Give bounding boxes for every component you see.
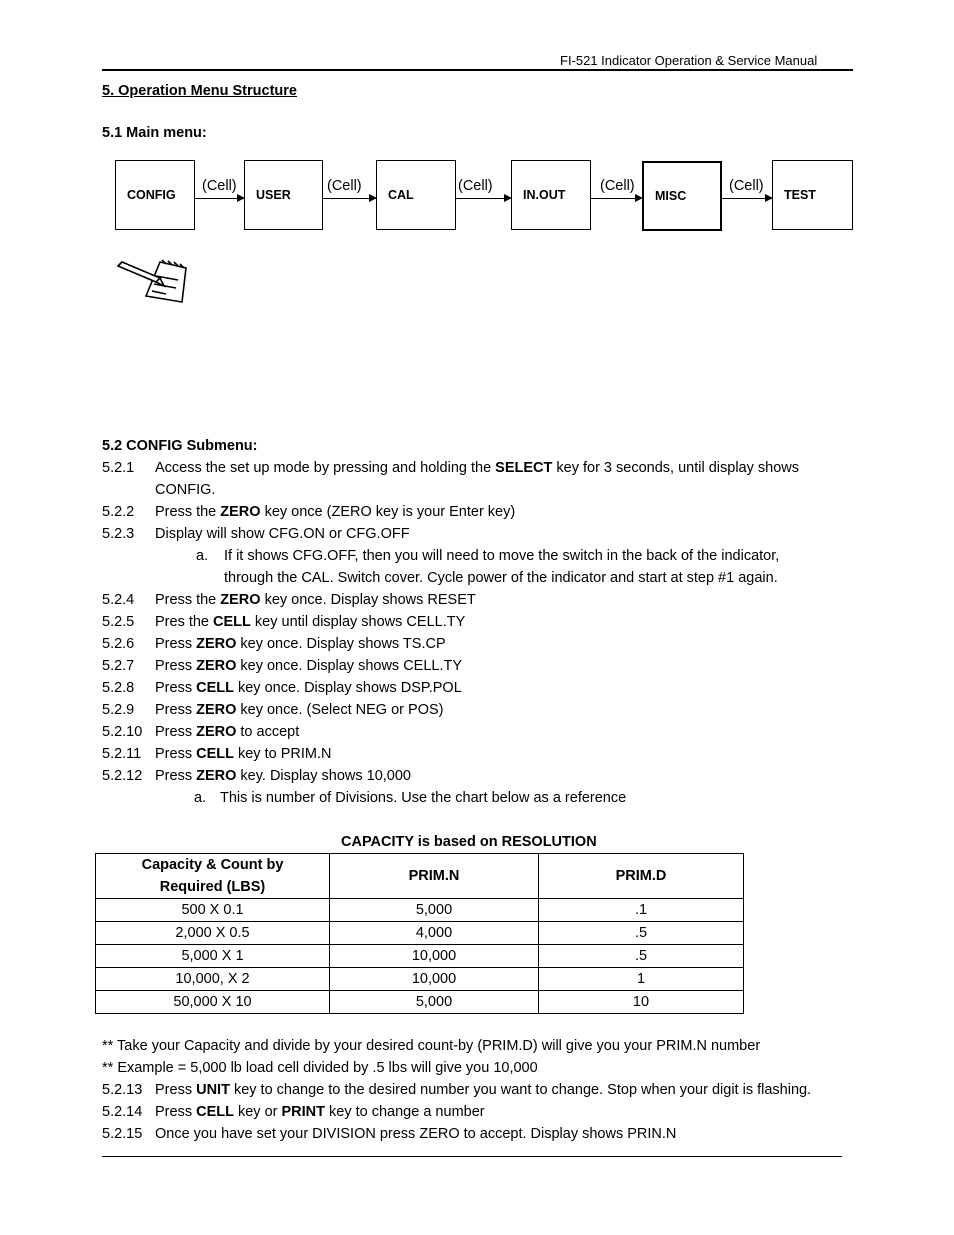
sub-item-text: through the CAL. Switch cover. Cycle power of the indicator and start at step #1 again. xyxy=(224,570,778,586)
arrow-label: (Cell) xyxy=(202,178,237,194)
arrow-label: (Cell) xyxy=(600,178,635,194)
table-row xyxy=(96,899,744,922)
sub-item-text: This is number of Divisions. Use the chart below as a reference xyxy=(220,790,627,806)
table-row xyxy=(96,968,744,991)
arrow-label: (Cell) xyxy=(729,178,764,194)
menu-box-misc: MISC xyxy=(642,161,722,231)
table-cell: 10 xyxy=(539,991,744,1014)
table-caption: CAPACITY is based on RESOLUTION xyxy=(341,834,597,850)
table-row xyxy=(96,922,744,945)
header-rule xyxy=(102,69,853,71)
section-5-2-title: 5.2 CONFIG Submenu: xyxy=(102,438,258,454)
table-cell: .1 xyxy=(539,899,744,922)
flow-arrow xyxy=(323,198,376,199)
note-text: ** Example = 5,000 lb load cell divided by .5 lbs will give you 10,000 xyxy=(102,1060,538,1076)
table-cell: .5 xyxy=(539,945,744,968)
sub-item-text: If it shows CFG.OFF, then you will need to move the switch in the back of the indicator, xyxy=(224,548,780,564)
flow-arrow xyxy=(456,198,511,199)
table-row xyxy=(96,991,744,1014)
footer-rule xyxy=(102,1156,842,1157)
table-header-row xyxy=(96,854,744,899)
arrow-label: (Cell) xyxy=(327,178,362,194)
note-pad-icon xyxy=(116,256,192,306)
menu-box-user: USER xyxy=(244,160,323,230)
menu-box-test: TEST xyxy=(772,160,853,230)
menu-box-config: CONFIG xyxy=(115,160,195,230)
menu-box-inout: IN.OUT xyxy=(511,160,591,230)
arrow-label: (Cell) xyxy=(458,178,493,194)
section-5-title: 5. Operation Menu Structure xyxy=(102,83,297,99)
flow-arrow xyxy=(722,198,772,199)
table-header-cell: PRIM.N xyxy=(330,854,539,899)
note-text: ** Take your Capacity and divide by your desired count-by (PRIM.D) will give you your PRIM.N number xyxy=(102,1038,761,1054)
running-header: FI-521 Indicator Operation & Service Manual xyxy=(560,53,818,68)
sub-item-label: a. xyxy=(194,790,207,806)
table-header-cell: Capacity & Count by Required (LBS) xyxy=(96,854,330,899)
sub-item-label: a. xyxy=(196,548,209,564)
capacity-table xyxy=(95,853,744,1014)
table-header-cell: PRIM.D xyxy=(539,854,744,899)
menu-box-cal: CAL xyxy=(376,160,456,230)
table-cell: 10,000 xyxy=(330,945,539,968)
table-cell: 10,000 xyxy=(330,968,539,991)
table-cell: 5,000 X 1 xyxy=(96,945,330,968)
flow-arrow xyxy=(195,198,244,199)
table-cell: 5,000 xyxy=(330,899,539,922)
section-5-1-title: 5.1 Main menu: xyxy=(102,125,207,141)
table-cell: 500 X 0.1 xyxy=(96,899,330,922)
table-cell: 4,000 xyxy=(330,922,539,945)
table-cell: 10,000, X 2 xyxy=(96,968,330,991)
table-cell: 5,000 xyxy=(330,991,539,1014)
table-cell: 2,000 X 0.5 xyxy=(96,922,330,945)
table-row xyxy=(96,945,744,968)
table-cell: 50,000 X 10 xyxy=(96,991,330,1014)
table-cell: .5 xyxy=(539,922,744,945)
flow-arrow xyxy=(591,198,642,199)
table-cell: 1 xyxy=(539,968,744,991)
